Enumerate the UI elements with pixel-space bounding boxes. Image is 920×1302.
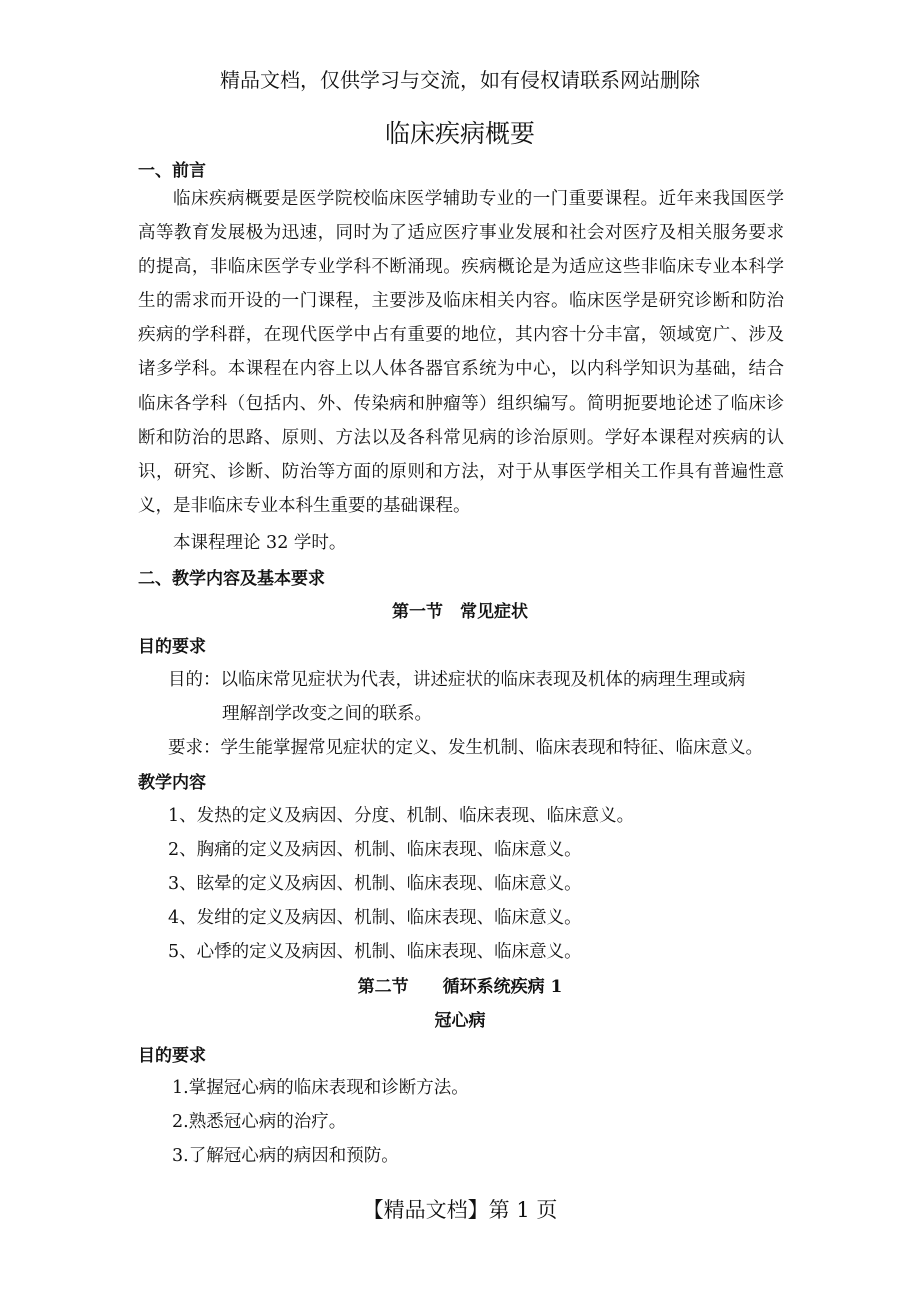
page-header: 精品文档，仅供学习与交流，如有侵权请联系网站删除 xyxy=(220,68,700,92)
section2-title: 第二节 循环系统疾病 1 xyxy=(357,977,563,997)
list-item: 3.了解冠心病的病因和预防。 xyxy=(172,1146,399,1166)
hours-line: 本课程理论 32 学时。 xyxy=(173,533,347,553)
section1-title: 第一节 常见症状 xyxy=(392,602,528,622)
document-title: 临床疾病概要 xyxy=(384,119,535,148)
list-item: 4、发绀的定义及病因、机制、临床表现、临床意义。 xyxy=(168,908,582,928)
list-item: 1.掌握冠心病的临床表现和诊断方法。 xyxy=(172,1078,469,1098)
list-item: 2.熟悉冠心病的治疗。 xyxy=(172,1112,347,1132)
list-item: 3、眩晕的定义及病因、机制、临床表现、临床意义。 xyxy=(168,874,582,894)
preface-paragraph: 临床疾病概要是医学院校临床医学辅助专业的一门重要课程。近年来我国医学高等教育发展极为迅速，同时为了适应医疗事业发展和社会对医疗及相关服务要求的提高，非临床医学专业学科不断涌现。疾病概论是为适应这些非临床专业本科学生的需求而开设的一门课程，主要涉及临床相关内容。临床医学是研究诊断和防治疾病的学科群，在现代医学中占有重要的地位，其内容十分丰富，领域宽广、涉及诸多学科。本课程在内容上以人体各器官系统为中心，以内科学知识为基础，结合临床各学科（包括内、外、传染病和肿瘤等）组织编写。简明扼要地论述了临床诊断和防治的思路、原则、方法以及各科常见病的诊治原则。学好本课程对疾病的认识，研究、诊断、防治等方面的原则和方法，对于从事医学相关工作具有普遍性意义，是非临床专业本科生重要的基础课程。 xyxy=(138,189,784,516)
list-item: 5、心悸的定义及病因、机制、临床表现、临床意义。 xyxy=(168,942,582,962)
section2-objectives-heading: 目的要求 xyxy=(138,1046,206,1066)
list-item: 2、胸痛的定义及病因、机制、临床表现、临床意义。 xyxy=(168,840,582,860)
section1-purpose-line1: 目的：以临床常见症状为代表，讲述症状的临床表现及机体的病理生理或病 xyxy=(168,670,746,690)
section2-subtitle: 冠心病 xyxy=(434,1011,486,1031)
page-footer: 【精品文档】第 1 页 xyxy=(362,1198,558,1222)
content-heading: 二、教学内容及基本要求 xyxy=(138,569,325,589)
section1-requirement-line: 要求：学生能掌握常见症状的定义、发生机制、临床表现和特征、临床意义。 xyxy=(168,738,763,758)
list-item: 1、发热的定义及病因、分度、机制、临床表现、临床意义。 xyxy=(168,806,635,826)
section1-objectives-heading: 目的要求 xyxy=(138,637,206,657)
section1-content-heading: 教学内容 xyxy=(138,773,206,793)
preface-heading: 一、前言 xyxy=(138,161,206,181)
section1-purpose-line2: 理解剖学改变之间的联系。 xyxy=(222,704,432,724)
